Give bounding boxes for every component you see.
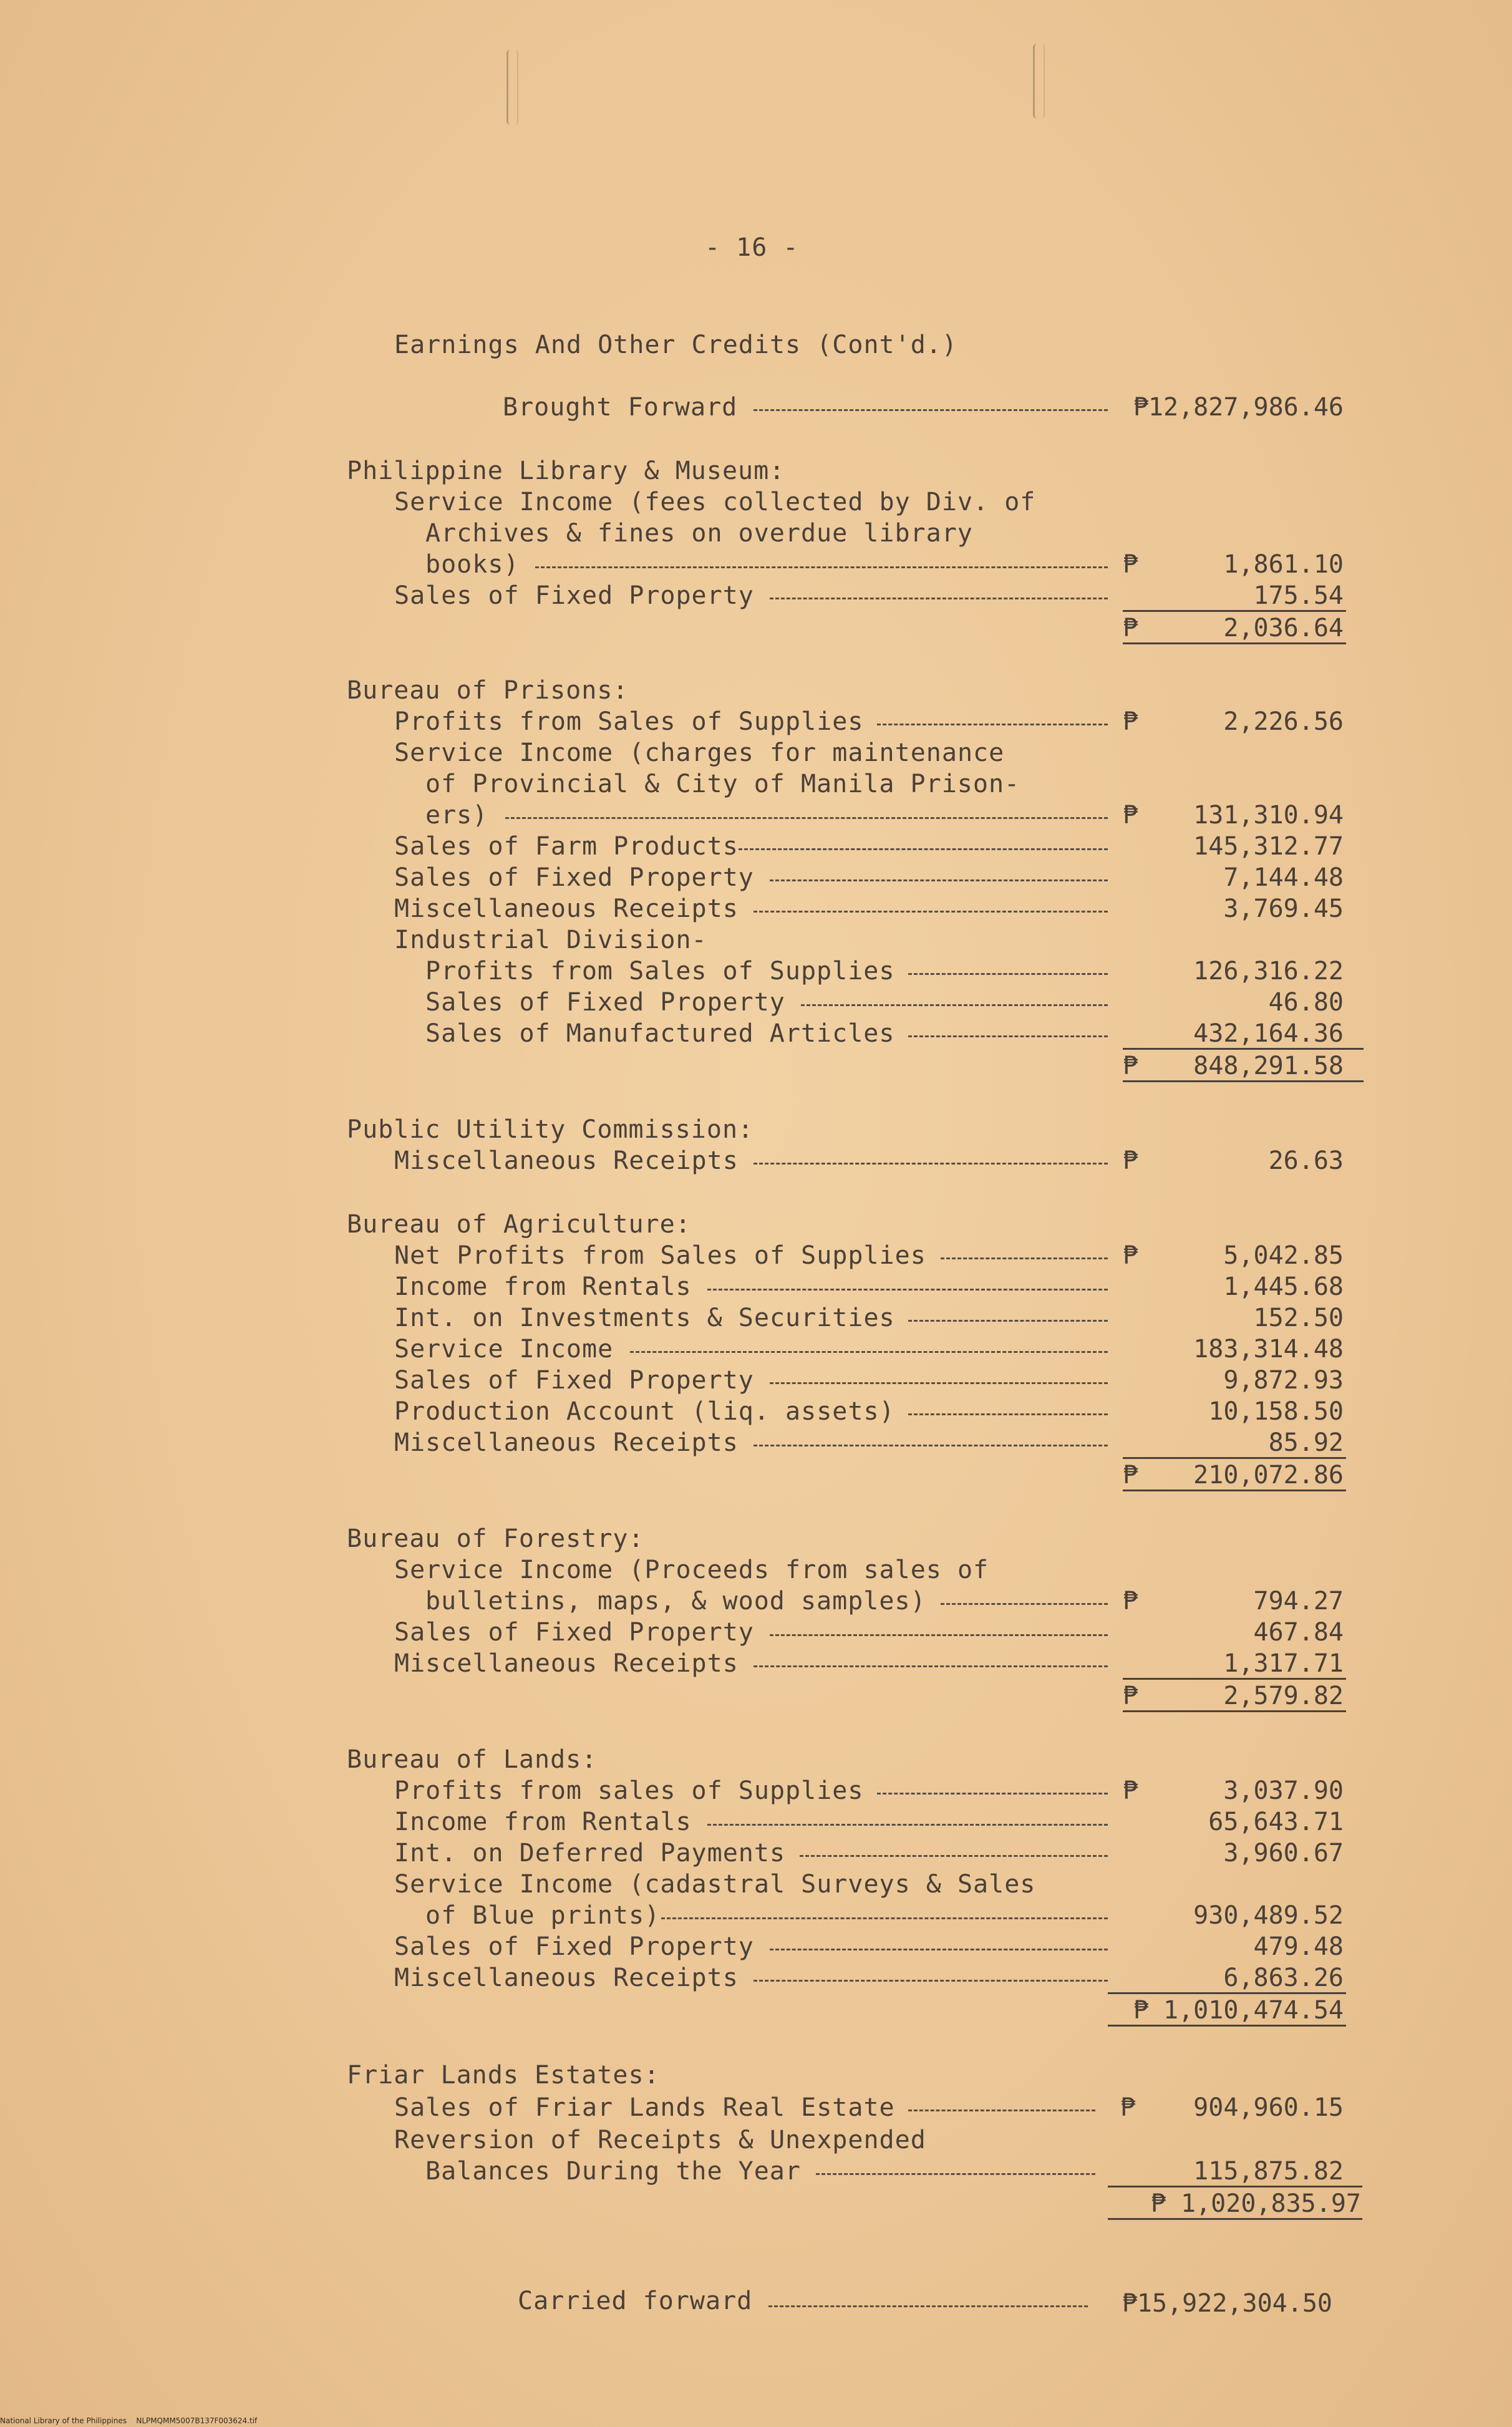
line-amount: 46.80 [1268,988,1344,1017]
line-amount: 115,875.82 [1193,2157,1344,2186]
binding-hole-right [1033,44,1045,119]
section-total: 2,036.64 [1223,614,1344,642]
leader-line [754,1445,1108,1448]
line-item: Sales of Farm Products [394,832,739,861]
peso-sign: ₱ [1123,707,1138,736]
total-rule [1123,1710,1346,1712]
total-rule [1108,2218,1362,2220]
line-item: Miscellaneous Receipts [394,1428,739,1457]
leader-line [707,1289,1108,1292]
leader-line [754,1980,1108,1984]
binding-hole-left [506,50,518,125]
carried-forward-label: Carried forward [518,2287,753,2315]
line-amount: 904,960.15 [1193,2093,1344,2122]
leader-line [908,2110,1095,2113]
section-total: ₱ 1,010,474.54 [1133,1996,1344,2025]
section-total: 848,291.58 [1193,1052,1344,1080]
line-item: Sales of Fixed Property [425,988,785,1017]
leader-line [908,1320,1108,1324]
line-amount: 26.63 [1268,1146,1344,1175]
line-amount: 432,164.36 [1193,1019,1344,1048]
leader-line [770,879,1108,883]
line-item: Miscellaneous Receipts [394,1146,739,1175]
line-amount: 1,317.71 [1223,1649,1344,1678]
peso-sign: ₱ [1123,1682,1138,1710]
subtotal-rule [1123,1457,1346,1459]
line-amount: 2,226.56 [1223,707,1344,736]
line-amount: 175.54 [1253,581,1344,610]
peso-sign: ₱ [1123,1461,1138,1490]
line-item: Miscellaneous Receipts [394,1649,739,1678]
section-title: Bureau of Prisons: [347,676,629,705]
line-item: Service Income [394,1335,614,1364]
line-amount: 467.84 [1253,1618,1344,1647]
subtotal-rule [1123,1048,1364,1050]
peso-sign: ₱ [1123,1776,1138,1805]
leader-line [505,817,1108,821]
line-amount: 479.48 [1253,1932,1344,1961]
line-item: Sales of Fixed Property [394,581,754,610]
line-item: Miscellaneous Receipts [394,1964,739,1992]
subtotal-rule [1123,1678,1346,1680]
line-item: Profits from Sales of Supplies [425,957,895,986]
line-item: Sales of Fixed Property [394,1366,754,1395]
total-rule [1123,642,1346,644]
line-item: bulletins, maps, & wood samples) [425,1587,926,1616]
leader-line [877,724,1108,727]
line-item: of Provincial & City of Manila Prison- [425,770,1020,798]
line-amount: 1,861.10 [1223,550,1344,579]
archive-footer: National Library of the Philippines NLPMQMM5007B137F003624.tif [0,2416,258,2425]
line-item: Archives & fines on overdue library [425,519,973,548]
peso-sign: ₱ [1123,1052,1138,1080]
line-item: ers) [425,801,488,830]
subtotal-rule [1108,1992,1346,1994]
line-amount: 9,872.93 [1223,1366,1344,1395]
leader-line [800,1855,1108,1859]
line-item: Income from Rentals [394,1272,692,1301]
section-title: Philippine Library & Museum: [347,457,785,485]
leader-line [739,848,1108,852]
line-amount: 152.50 [1253,1304,1344,1332]
section-total: 2,579.82 [1223,1682,1344,1710]
leader-line [768,2305,1088,2309]
line-item: Sales of Manufactured Articles [425,1019,895,1048]
leader-line [754,409,1108,413]
line-item: Industrial Division- [394,926,707,954]
peso-sign: ₱ [1123,801,1138,830]
leader-line [661,1917,1108,1921]
line-amount: 930,489.52 [1193,1901,1344,1930]
section-title: Bureau of Lands: [347,1745,598,1774]
peso-sign: ₱ [1123,550,1138,579]
line-amount: 7,144.48 [1223,863,1344,892]
line-amount: 1,445.68 [1223,1272,1344,1301]
leader-line [801,1004,1108,1008]
leader-line [908,973,1108,977]
page-number: - 16 - [705,233,799,262]
line-amount: 145,312.77 [1193,832,1344,861]
page-heading: Earnings And Other Credits (Cont'd.) [394,331,957,359]
line-amount: 3,769.45 [1223,894,1344,923]
leader-line [754,1665,1108,1669]
line-amount: 10,158.50 [1208,1397,1344,1426]
line-item: books) [425,550,520,579]
line-item: Service Income (cadastral Surveys & Sales [394,1870,1036,1899]
leader-line [908,1035,1108,1039]
carried-forward-amount: ₱15,922,304.50 [1122,2289,1332,2318]
leader-line [630,1351,1108,1355]
line-item: of Blue prints) [425,1901,661,1930]
line-item: Sales of Friar Lands Real Estate [394,2093,895,2122]
line-amount: 85.92 [1268,1428,1344,1457]
leader-line [908,1413,1108,1417]
line-amount: 126,316.22 [1193,957,1344,986]
line-item: Sales of Fixed Property [394,863,754,892]
line-amount: 131,310.94 [1193,801,1344,830]
brought-forward-label: Brought Forward [503,393,738,422]
line-amount: 3,037.90 [1223,1776,1344,1805]
section-title: Bureau of Agriculture: [347,1210,691,1239]
line-item: Reversion of Receipts & Unexpended [394,2126,926,2154]
line-item: Profits from Sales of Supplies [394,707,864,736]
line-item: Service Income (fees collected by Div. of [394,488,1036,516]
line-item: Service Income (Proceeds from sales of [394,1556,989,1584]
leader-line [770,1382,1108,1386]
line-item: Int. on Investments & Securities [394,1304,895,1332]
leader-line [770,1949,1108,1952]
line-amount: 65,643.71 [1208,1808,1344,1836]
section-title: Public Utility Commission: [347,1115,754,1144]
section-total: ₱ 1,020,835.97 [1150,2189,1361,2218]
total-rule [1123,1080,1364,1082]
line-item: Production Account (liq. assets) [394,1397,895,1426]
line-amount: 3,960.67 [1223,1839,1344,1867]
line-item: Sales of Fixed Property [394,1618,754,1647]
section-title: Bureau of Forestry: [347,1524,644,1553]
line-amount: 5,042.85 [1223,1241,1344,1270]
leader-line [535,566,1108,570]
line-item: Int. on Deferred Payments [394,1839,786,1867]
line-item: Profits from sales of Supplies [394,1776,864,1805]
leader-line [877,1793,1108,1796]
peso-sign: ₱ [1123,1241,1138,1270]
line-item: Service Income (charges for maintenance [394,739,1005,767]
total-rule [1108,2025,1346,2027]
peso-sign: ₱ [1123,1146,1138,1175]
section-total: 210,072.86 [1193,1461,1344,1490]
total-rule [1123,1490,1346,1491]
line-item: Sales of Fixed Property [394,1932,754,1961]
line-item: Balances During the Year [425,2157,801,2186]
line-amount: 183,314.48 [1193,1335,1344,1364]
line-amount: 6,863.26 [1223,1964,1344,1992]
peso-sign: ₱ [1123,614,1138,642]
line-amount: 794.27 [1253,1587,1344,1616]
subtotal-rule [1108,2186,1362,2187]
line-item: Miscellaneous Receipts [394,894,739,923]
brought-forward-amount: ₱12,827,986.46 [1133,393,1344,422]
leader-line [754,911,1108,914]
line-item: Net Profits from Sales of Supplies [394,1241,926,1270]
peso-sign: ₱ [1120,2093,1136,2122]
leader-line [816,2173,1095,2177]
leader-line [770,1634,1108,1638]
leader-line [754,1163,1108,1166]
line-item: Income from Rentals [394,1808,692,1836]
subtotal-rule [1123,610,1346,612]
peso-sign: ₱ [1123,1587,1138,1616]
section-title: Friar Lands Estates: [347,2061,660,2090]
leader-line [707,1824,1108,1828]
leader-line [770,598,1108,601]
